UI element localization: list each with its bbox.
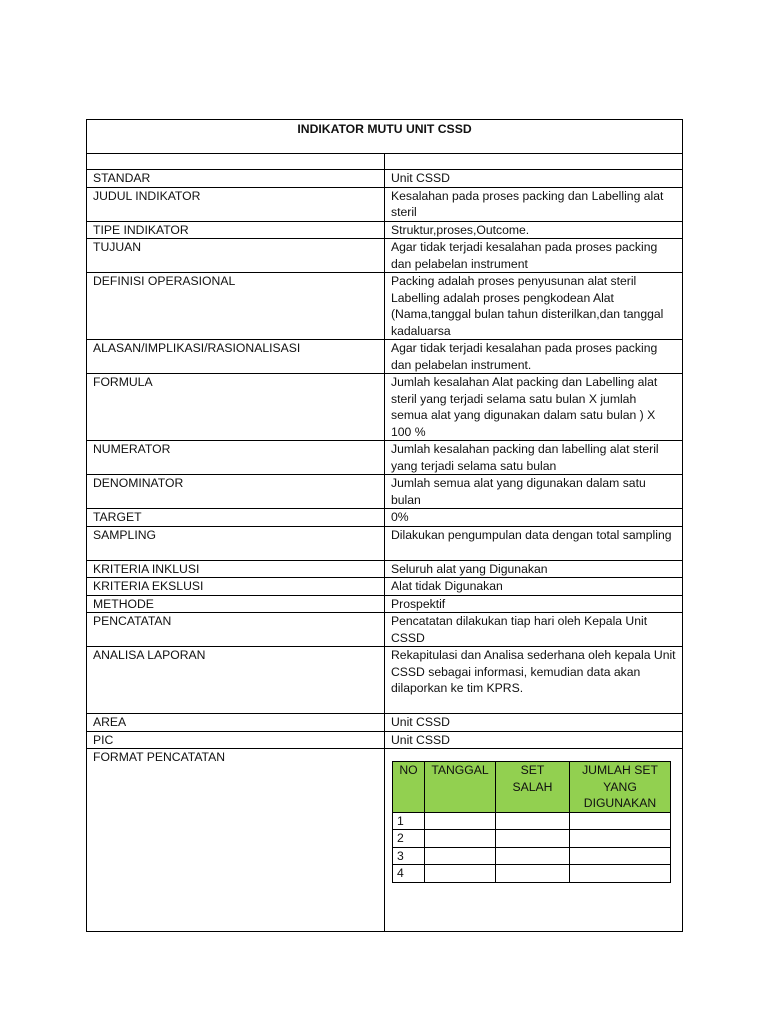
row-kriteria-ekslusi — [87, 578, 683, 596]
format-table — [392, 761, 671, 883]
row-label: TUJUAN — [87, 239, 385, 273]
row-label: PIC — [87, 731, 385, 749]
title-row — [87, 120, 683, 154]
row-label: DEFINISI OPERASIONAL — [87, 273, 385, 340]
row-label: ALASAN/IMPLIKASI/RASIONALISASI — [87, 340, 385, 374]
table-row — [393, 865, 671, 883]
row-tujuan — [87, 239, 683, 273]
table-row — [393, 830, 671, 848]
row-label: NUMERATOR — [87, 441, 385, 475]
row-value: Dilakukan pengumpulan data dengan total sampling — [385, 526, 683, 560]
row-target — [87, 509, 683, 527]
data-cell[interactable] — [570, 830, 671, 848]
row-value: 0% — [385, 509, 683, 527]
row-value: Kesalahan pada proses packing dan Labelling alat steril — [385, 187, 683, 221]
row-numerator — [87, 441, 683, 475]
row-value: Jumlah kesalahan packing dan labelling alat steril yang terjadi selama satu bulan — [385, 441, 683, 475]
row-alasan — [87, 340, 683, 374]
empty-cell — [385, 154, 683, 170]
row-number: 3 — [393, 847, 425, 865]
row-label: TARGET — [87, 509, 385, 527]
row-label: METHODE — [87, 595, 385, 613]
row-analisa-laporan — [87, 647, 683, 714]
row-value: Agar tidak terjadi kesalahan pada proses packing dan pelabelan instrument. — [385, 340, 683, 374]
row-value: Prospektif — [385, 595, 683, 613]
row-pic — [87, 731, 683, 749]
data-cell[interactable] — [425, 830, 496, 848]
empty-cell — [87, 154, 385, 170]
row-judul-indikator — [87, 187, 683, 221]
row-label: FORMAT PENCATATAN — [87, 749, 385, 932]
row-area — [87, 714, 683, 732]
data-cell[interactable] — [570, 847, 671, 865]
row-value: Rekapitulasi dan Analisa sederhana oleh kepala Unit CSSD sebagai informasi, kemudian data akan dilaporkan ke tim KPRS. — [385, 647, 683, 714]
row-definisi-operasional — [87, 273, 683, 340]
row-label: PENCATATAN — [87, 613, 385, 647]
row-format-pencatatan — [87, 749, 683, 932]
row-value: Jumlah semua alat yang digunakan dalam satu bulan — [385, 475, 683, 509]
row-value: Pencatatan dilakukan tiap hari oleh Kepala Unit CSSD — [385, 613, 683, 647]
row-value: Jumlah kesalahan Alat packing dan Labelling alat steril yang terjadi selama satu bulan X jumlah semua alat yang digunakan dalam satu bulan ) X 100 % — [385, 374, 683, 441]
row-tipe-indikator — [87, 221, 683, 239]
table-row — [393, 812, 671, 830]
format-cell — [385, 749, 683, 932]
data-cell[interactable] — [496, 830, 570, 848]
data-cell[interactable] — [496, 865, 570, 883]
row-value: Struktur,proses,Outcome. — [385, 221, 683, 239]
data-cell[interactable] — [496, 847, 570, 865]
row-value: Unit CSSD — [385, 731, 683, 749]
row-pencatatan — [87, 613, 683, 647]
row-label: TIPE INDIKATOR — [87, 221, 385, 239]
row-value: Seluruh alat yang Digunakan — [385, 560, 683, 578]
row-value: Packing adalah proses penyusunan alat steril Labelling adalah proses pengkodean Alat (Nama,tanggal bulan tahun disterilkan,dan tanggal kadaluarsa — [385, 273, 683, 340]
row-formula — [87, 374, 683, 441]
row-value: Alat tidak Digunakan — [385, 578, 683, 596]
data-cell[interactable] — [570, 865, 671, 883]
row-sampling — [87, 526, 683, 560]
table-row — [393, 847, 671, 865]
empty-row — [87, 154, 683, 170]
row-label: KRITERIA EKSLUSI — [87, 578, 385, 596]
data-cell[interactable] — [425, 812, 496, 830]
row-value: Unit CSSD — [385, 714, 683, 732]
row-label: ANALISA LAPORAN — [87, 647, 385, 714]
row-label: FORMULA — [87, 374, 385, 441]
row-standar — [87, 170, 683, 188]
row-kriteria-inklusi — [87, 560, 683, 578]
format-header-row — [393, 762, 671, 813]
data-cell[interactable] — [570, 812, 671, 830]
document-title: INDIKATOR MUTU UNIT CSSD — [87, 120, 683, 154]
indicator-table — [86, 119, 683, 932]
header-no: NO — [393, 762, 425, 813]
row-number: 4 — [393, 865, 425, 883]
row-methode — [87, 595, 683, 613]
row-value: Unit CSSD — [385, 170, 683, 188]
row-label: SAMPLING — [87, 526, 385, 560]
data-cell[interactable] — [496, 812, 570, 830]
row-value: Agar tidak terjadi kesalahan pada proses packing dan pelabelan instrument — [385, 239, 683, 273]
row-number: 1 — [393, 812, 425, 830]
row-number: 2 — [393, 830, 425, 848]
row-label: AREA — [87, 714, 385, 732]
row-label: STANDAR — [87, 170, 385, 188]
header-tanggal: TANGGAL — [425, 762, 496, 813]
row-label: KRITERIA INKLUSI — [87, 560, 385, 578]
data-cell[interactable] — [425, 865, 496, 883]
header-jumlah-set: JUMLAH SET YANG DIGUNAKAN — [570, 762, 671, 813]
row-label: DENOMINATOR — [87, 475, 385, 509]
header-set-salah: SET SALAH — [496, 762, 570, 813]
row-label: JUDUL INDIKATOR — [87, 187, 385, 221]
row-denominator — [87, 475, 683, 509]
data-cell[interactable] — [425, 847, 496, 865]
